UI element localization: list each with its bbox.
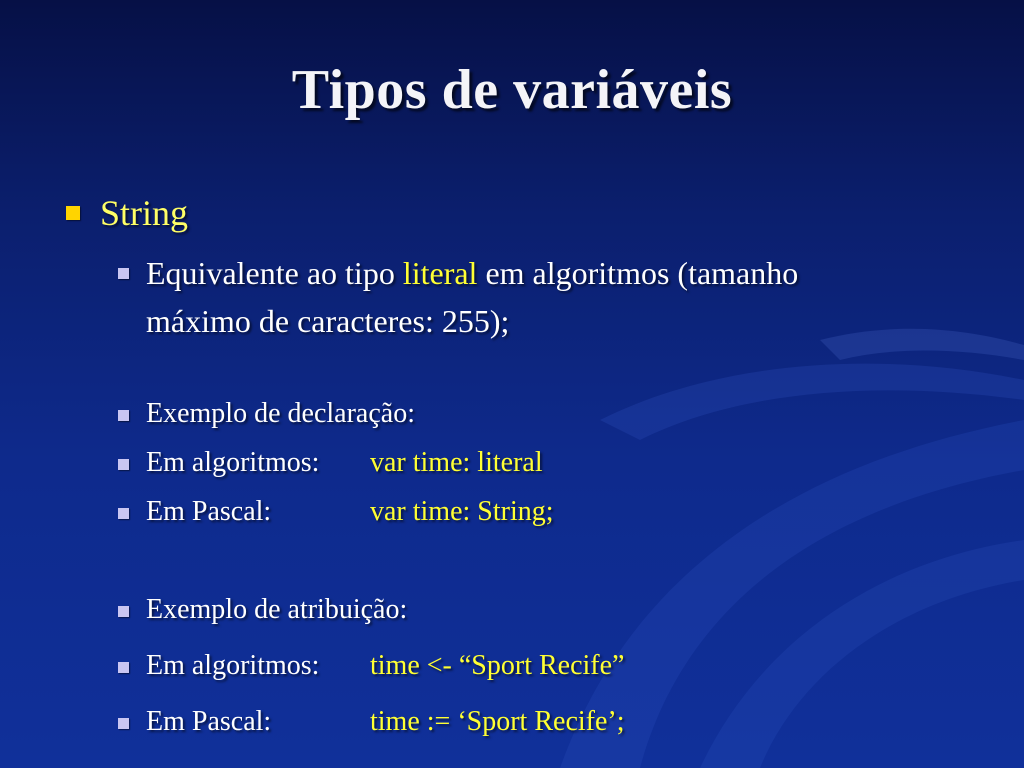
- level2-bullet-icon: [118, 268, 129, 279]
- declaration-algorithm-code: var time: literal: [370, 447, 543, 478]
- level2-bullet-icon: [118, 718, 129, 729]
- level1-bullet-icon: [66, 206, 80, 220]
- level2-bullet-icon: [118, 410, 129, 421]
- assignment-heading: Exemplo de atribuição:: [146, 594, 408, 625]
- description-text-after: em algoritmos (tamanho: [477, 255, 799, 291]
- declaration-algorithm-label: Em algoritmos:: [146, 447, 320, 478]
- assignment-pascal-code: time := ‘Sport Recife’;: [370, 706, 625, 737]
- assignment-algorithm-label: Em algoritmos:: [146, 650, 320, 681]
- assignment-algorithm-code: time <- “Sport Recife”: [370, 650, 625, 681]
- level1-item-string: String: [100, 193, 189, 233]
- declaration-pascal-label: Em Pascal:: [146, 496, 272, 527]
- slide-title: Tipos de variáveis: [291, 59, 733, 121]
- level2-bullet-icon: [118, 508, 129, 519]
- description-line-1: [146, 255, 798, 292]
- description-line-2: máximo de caracteres: 255);: [146, 303, 510, 339]
- description-highlight-literal: literal: [402, 255, 478, 291]
- assignment-pascal-label: Em Pascal:: [146, 706, 272, 737]
- declaration-heading: Exemplo de declaração:: [146, 398, 415, 429]
- level2-bullet-icon: [118, 606, 129, 617]
- declaration-pascal-code: var time: String;: [370, 496, 554, 527]
- description-text-before: Equivalente ao tipo: [146, 255, 403, 291]
- level2-bullet-icon: [118, 662, 129, 673]
- level2-bullet-icon: [118, 459, 129, 470]
